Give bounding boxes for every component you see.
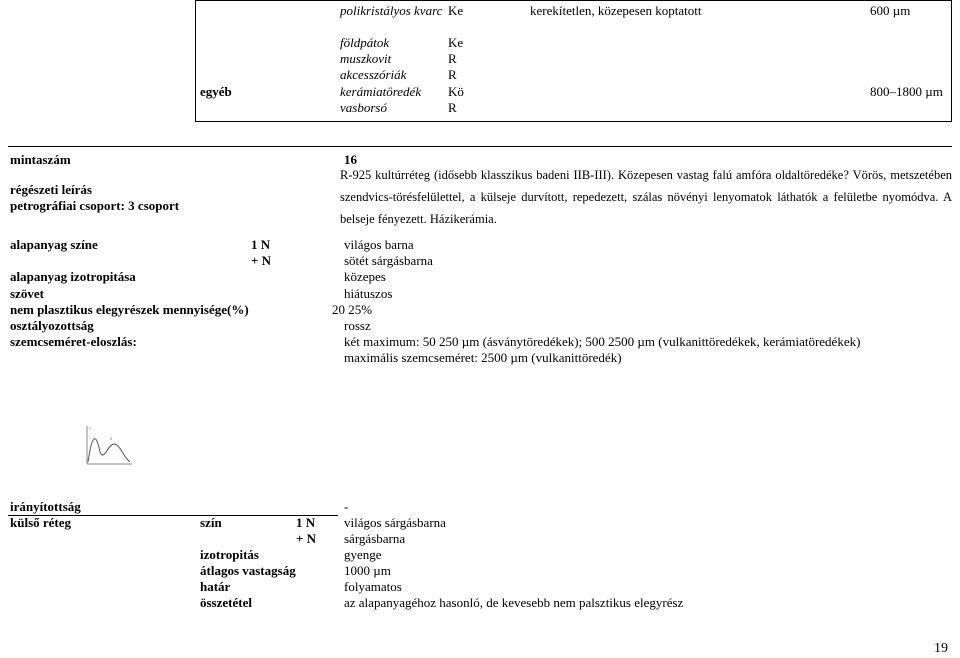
frequency-cell: Ke [448, 35, 464, 50]
outer-1n-label: 1 N [296, 515, 316, 530]
sample-no-value: 16 [344, 152, 357, 167]
sample-no-label: mintaszám [10, 152, 71, 167]
sorting-label: osztályozottság [10, 318, 94, 333]
outer-pn-label: + N [296, 531, 317, 546]
color-pn-value: sötét sárgásbarna [344, 253, 433, 268]
component-cell: vasborsó [340, 100, 387, 115]
component-cell: akcesszóriák [340, 67, 407, 82]
composition-label: összetétel [200, 595, 252, 610]
texture-label: szövet [10, 286, 44, 301]
component-cell: kerámiatöredék [340, 84, 422, 99]
grain-size-curve-thumbnail [84, 422, 134, 468]
frequency-cell: R [448, 51, 457, 66]
outer-isotropy-value: gyenge [344, 547, 382, 562]
thickness-value: 1000 µm [344, 563, 391, 578]
component-cell: muszkovit [340, 51, 392, 66]
color-1n-label: 1 N [251, 237, 271, 252]
petro-group-label: petrográfiai csoport: 3 csoport [10, 198, 180, 213]
archaeological-description: R-925 kultúrréteg (idősebb klasszikus badeni IIB-III). Közepesen vastag falú amfóra oldaltöredéke? Vörös, metszetében szendvics-törésfelülettel, a külseje durvított, repedezett, szálas növényi lenyomatok láthatók a felületbe nyomódva. A belseje fényezett. Házikerámia. [340, 168, 952, 226]
boundary-value: folyamatos [344, 579, 402, 594]
composition-value: az alapanyagéhoz hasonló, de kevesebb nem palsztikus elegyrész [344, 595, 684, 610]
size-cell: 600 µm [870, 3, 911, 18]
color-label: szín [200, 515, 222, 530]
shape-cell: kerekítetlen, közepesen koptatott [530, 3, 702, 18]
color-pn-label: + N [251, 253, 272, 268]
grain-dist-label: szemcseméret-eloszlás: [10, 334, 137, 349]
frequency-cell: Ke [448, 3, 464, 18]
orientation-value: - [344, 499, 349, 514]
sorting-value: rossz [344, 318, 371, 333]
nonplastic-label: nem plasztikus elegyrészek mennyisége(%) [10, 302, 249, 317]
orientation-label: irányítottság [10, 499, 81, 514]
boundary-label: határ [200, 579, 231, 594]
grain-dist-value-2: maximális szemcseméret: 2500 µm (vulkanittöredék) [344, 350, 622, 365]
frequency-cell: R [448, 100, 457, 115]
outer-isotropy-label: izotropitás [200, 547, 259, 562]
group-cell: egyéb [200, 84, 232, 99]
component-cell: földpátok [340, 35, 390, 50]
svg-text:1: 1 [89, 426, 91, 431]
svg-text:2: 2 [110, 436, 112, 441]
isotropy-value: közepes [344, 269, 386, 284]
outer-pn-value: sárgásbarna [344, 531, 406, 546]
size-cell: 800–1800 µm [870, 84, 943, 99]
nonplastic-value: 20 25% [332, 302, 373, 317]
texture-value: hiátuszos [344, 286, 393, 301]
color-1n-value: világos barna [344, 237, 414, 252]
thickness-label: átlagos vastagság [200, 563, 296, 578]
page-number: 19 [934, 641, 948, 656]
frequency-cell: Kö [448, 84, 464, 99]
isotropy-label: alapanyag izotropitása [10, 269, 136, 284]
component-cell: polikristályos kvarc [340, 3, 443, 18]
base-color-label: alapanyag színe [10, 237, 98, 252]
grain-dist-value-1: két maximum: 50 250 µm (ásványtöredékek); 500 2500 µm (vulkanittöredékek, kerámiatöredékek) [344, 334, 861, 349]
outer-layer-label: külső réteg [10, 515, 72, 530]
outer-1n-value: világos sárgásbarna [344, 515, 446, 530]
frequency-cell: R [448, 67, 457, 82]
arch-desc-label: régészeti leírás [10, 182, 92, 197]
